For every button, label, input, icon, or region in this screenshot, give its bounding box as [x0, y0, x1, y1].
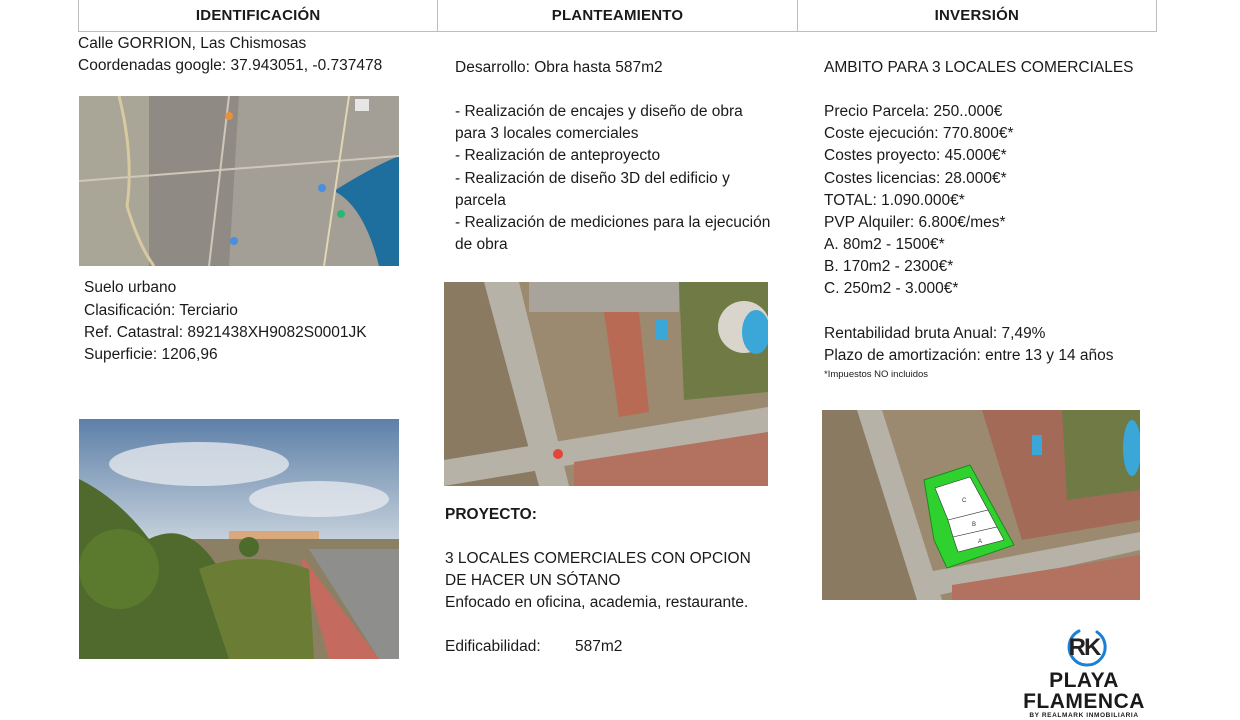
coordinates-text: Coordenadas google: 37.943051, -0.737478	[78, 57, 383, 74]
plot-label-b: B	[972, 522, 977, 528]
impuestos-note: *Impuestos NO incluidos	[824, 369, 929, 380]
inversion-item-4: Costes licencias: 28.000€*	[824, 170, 1007, 187]
inversion-item-8: B. 170m2 - 2300€*	[824, 258, 954, 275]
proyecto-line-3: Enfocado en oficina, academia, restaurante.	[445, 594, 749, 611]
task-line-4: - Realización de diseño 3D del edificio y	[455, 170, 730, 187]
plazo-text: Plazo de amortización: entre 13 y 14 años	[824, 347, 1114, 364]
plot-label-a: A	[978, 539, 983, 545]
address-text: Calle GORRION, Las Chismosas	[78, 35, 307, 52]
satellite-map-image	[79, 96, 399, 266]
task-line-1: - Realización de encajes y diseño de obra	[455, 103, 743, 120]
clasificacion-text: Clasificación: Terciario	[84, 302, 238, 319]
task-line-7: de obra	[455, 236, 508, 253]
logo-line-1: PLAYA	[1049, 669, 1119, 692]
inversion-item-5: TOTAL: 1.090.000€*	[824, 192, 965, 209]
rentabilidad-text: Rentabilidad bruta Anual: 7,49%	[824, 325, 1046, 342]
plot-layout-image	[822, 410, 1140, 600]
task-line-6: - Realización de mediciones para la ejecución	[455, 214, 771, 231]
site-photo-image	[79, 419, 399, 659]
task-line-2: para 3 locales comerciales	[455, 125, 639, 142]
ambito-text: AMBITO PARA 3 LOCALES COMERCIALES	[824, 59, 1134, 76]
inversion-item-3: Costes proyecto: 45.000€*	[824, 147, 1007, 164]
rk-mark-text: RK	[1068, 634, 1100, 661]
aerial-plot-image	[444, 282, 768, 486]
ref-catastral-text: Ref. Catastral: 8921438XH9082S0001JK	[84, 324, 367, 341]
superficie-text: Superficie: 1206,96	[84, 346, 218, 363]
logo-line-2: FLAMENCA	[1023, 690, 1145, 713]
edificabilidad-value: 587m2	[575, 638, 623, 655]
proyecto-line-1: 3 LOCALES COMERCIALES CON OPCION	[445, 550, 751, 567]
header-inversion: INVERSIÓN	[797, 0, 1156, 31]
proyecto-label: PROYECTO:	[445, 506, 537, 523]
inversion-item-6: PVP Alquiler: 6.800€/mes*	[824, 214, 1006, 231]
header-planteamiento: PLANTEAMIENTO	[437, 0, 796, 31]
inversion-item-1: Precio Parcela: 250..000€	[824, 103, 1003, 120]
inversion-item-9: C. 250m2 - 3.000€*	[824, 280, 959, 297]
playa-flamenca-logo	[1018, 628, 1150, 720]
task-line-5: parcela	[455, 192, 506, 209]
rk-mark-icon	[1059, 628, 1109, 670]
header-table	[78, 0, 1157, 32]
inversion-item-2: Coste ejecución: 770.800€*	[824, 125, 1014, 142]
task-line-3: - Realización de anteproyecto	[455, 147, 661, 164]
header-identificacion: IDENTIFICACIÓN	[195, 7, 321, 24]
edificabilidad-label: Edificabilidad:	[445, 638, 541, 655]
suelo-text: Suelo urbano	[84, 279, 177, 296]
logo-tagline: BY REALMARK INMOBILIARIA	[1029, 712, 1139, 719]
proyecto-line-2: DE HACER UN SÓTANO	[445, 572, 621, 589]
desarrollo-text: Desarrollo: Obra hasta 587m2	[455, 59, 663, 76]
inversion-item-7: A. 80m2 - 1500€*	[824, 236, 945, 253]
plot-label-c: C	[962, 498, 967, 504]
